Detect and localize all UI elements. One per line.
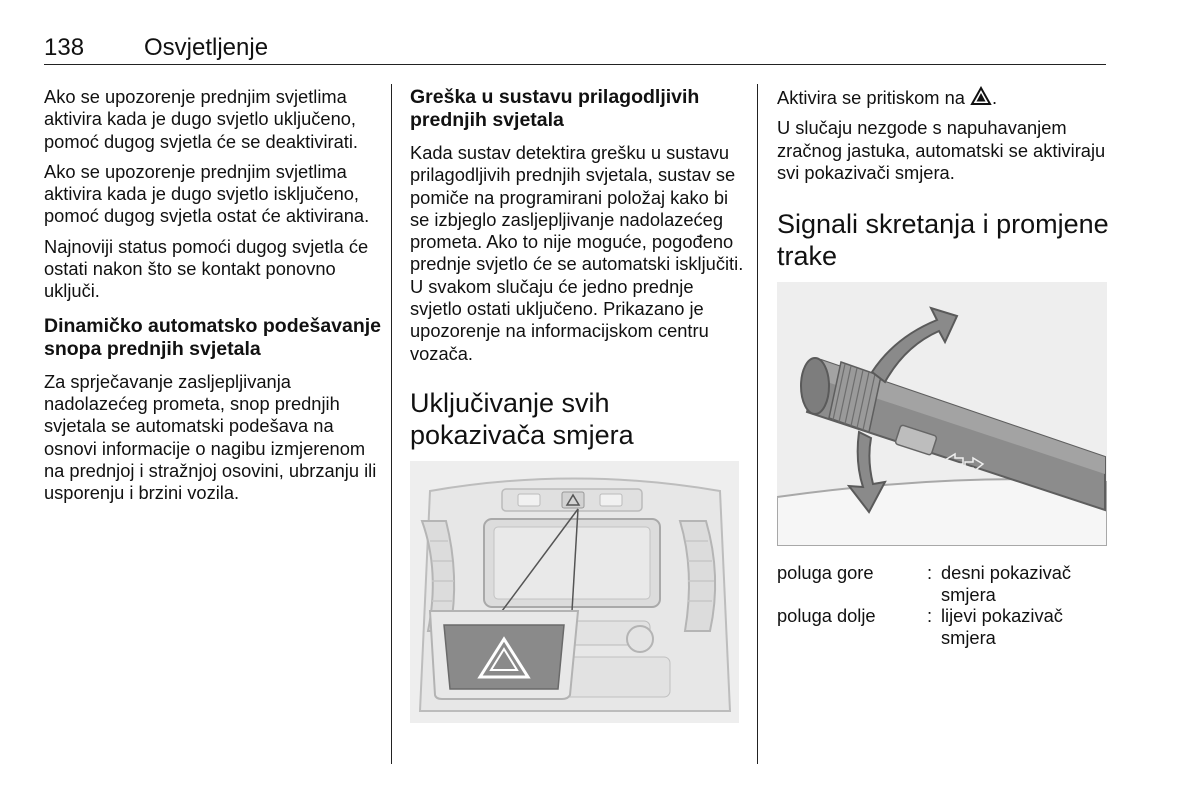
column-middle [410,86,750,723]
paragraph: U slučaju nezgode s napuhavanjem zračnog jastuka, automatski se aktiviraju svi pokazivači smjera. [777,117,1106,183]
paragraph: Za sprječavanje zasljepljivanja nadolazećeg prometa, snop prednjih svjetala se automatski podešava na osnovi informacije o nagibu izmjerenom na prednjoj i stražnjoj osovini, ubrzanju ili usporenju i brzini vozila. [44,370,377,504]
legend-separator: : [927,605,933,627]
hazard-triangle-icon [970,86,992,106]
heading-dynamic-leveling: Dinamičko automatsko podešavanje snopa prednjih svjetala [44,314,382,360]
paragraph: Najnoviji status pomoći dugog svjetla će ostati nakon što se kontakt ponovno uključi. [44,235,369,302]
column-divider [757,84,758,764]
paragraph: Kada sustav detektira grešku u sustavu prilagodljivih prednjih svjetala, sustav se pomiče na programirani položaj kako bi se izbjeglo zasljepljivanje nadolazećeg prometa. Ako to nije moguće, pogođeno prednje svjetlo će se automatski isključiti. U svakom slučaju će jedno prednje svjetlo ostati uključeno. Prikazano je upozorenje na informacijskom centru vozača. [410,142,744,364]
heading-turn-signals: Signali skretanja i promjene trake [777,209,1109,272]
section-title: Osvjetljenje [144,34,269,61]
paragraph-activate: Aktivira se pritiskom na . [777,87,998,108]
column-right [777,86,1112,648]
legend-term: poluga dolje [777,605,876,627]
page-header [44,34,1106,65]
heading-hazard-lights: Uključivanje svih pokazivača smjera [410,387,634,450]
legend-list [777,562,1112,648]
legend-separator: : [927,562,933,584]
page-number: 138 [44,34,85,61]
legend-description: desni pokazivač smjera [941,562,1072,605]
legend-description: lijevi pokazivač smjera [941,605,1063,648]
heading-afl-error: Greška u sustavu prilagodljivih prednjih svjetala [410,86,700,131]
paragraph: Ako se upozorenje prednjim svjetlima aktivira kada je dugo svjetlo uključeno, pomoć dugog svjetla će se deaktivirati. [44,86,358,152]
hazard-switch-illustration [410,461,739,723]
column-divider [391,84,392,764]
turn-signal-lever-illustration [777,282,1107,546]
paragraph: Ako se upozorenje prednjim svjetlima aktivira kada je dugo svjetlo isključeno, pomoć dugog svjetla ostat će aktivirana. [44,160,370,227]
column-left [44,86,384,512]
legend-term: poluga gore [777,562,874,584]
